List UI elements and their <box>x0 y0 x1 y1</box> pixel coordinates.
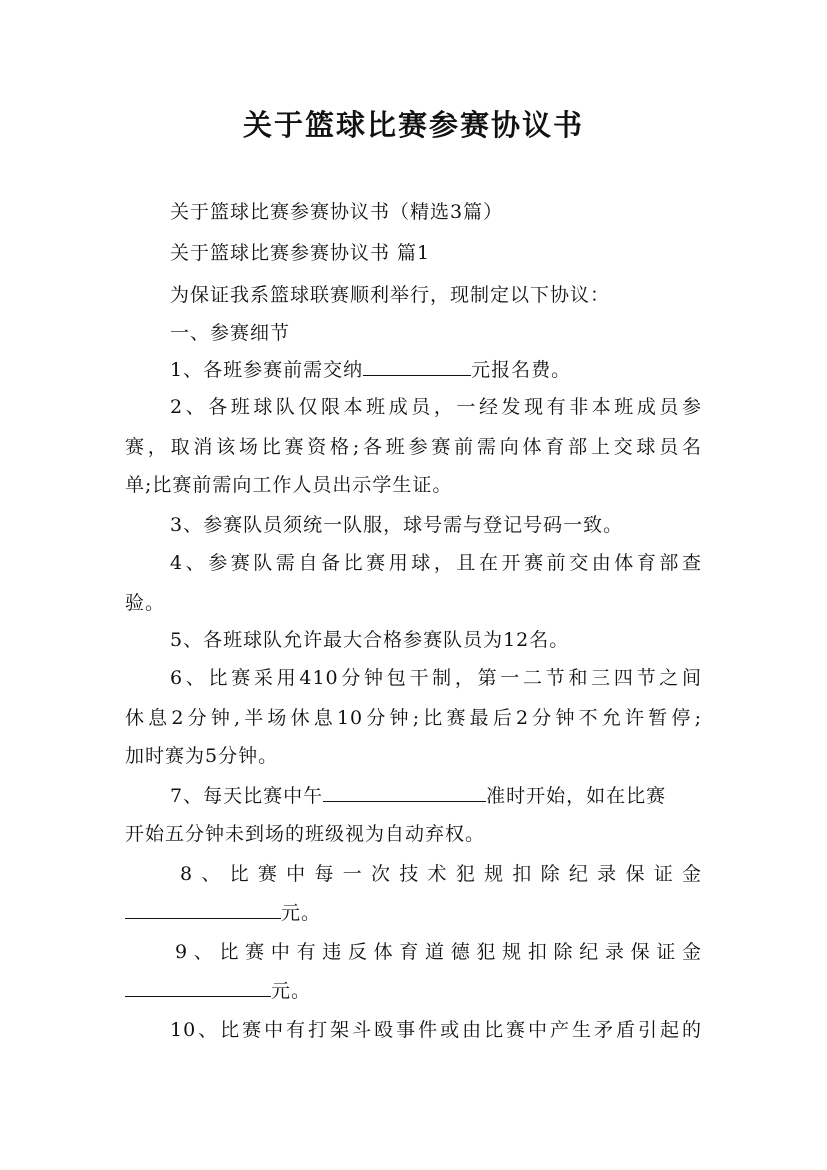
clause-text: 元报名费。 <box>471 359 572 381</box>
paragraph-line: 一、参赛细节 <box>170 322 291 344</box>
clause-text: 元。 <box>271 980 312 1002</box>
paragraph-line: 2、各班球队仅限本班成员，一经发现有非本班成员参 <box>170 396 702 418</box>
paragraph-line: 5、各班球队允许最大合格参赛队员为12名。 <box>170 629 570 651</box>
paragraph-line <box>125 898 321 925</box>
paragraph-line: 10、比赛中有打架斗殴事件或由比赛中产生矛盾引起的 <box>170 1019 702 1041</box>
paragraph-line: 赛，取消该场比赛资格;各班参赛前需向体育部上交球员名 <box>125 436 702 458</box>
paragraph-line: 6、比赛采用410分钟包干制，第一二节和三四节之间 <box>170 667 702 689</box>
paragraph-line: 3、参赛队员须统一队服，球号需与登记号码一致。 <box>170 514 624 536</box>
clause-text: 1、各班参赛前需交纳 <box>170 359 364 381</box>
fill-blank <box>363 357 471 376</box>
paragraph-line: 9、比赛中有违反体育道德犯规扣除纪录保证金 <box>175 941 702 963</box>
fill-blank <box>125 900 281 919</box>
paragraph-line: 为保证我系篮球联赛顺利举行，现制定以下协议： <box>170 284 611 306</box>
section-heading: 关于篮球比赛参赛协议书 篇1 <box>170 242 431 264</box>
paragraph-line: 开始五分钟未到场的班级视为自动弃权。 <box>125 823 486 845</box>
paragraph-line: 休息2分钟,半场休息10分钟;比赛最后2分钟不允许暂停; <box>125 707 702 729</box>
clause-text: 准时开始，如在比赛 <box>486 785 667 807</box>
paragraph-line: 8、比赛中每一次技术犯规扣除纪录保证金 <box>180 863 702 885</box>
paragraph-line: 单;比赛前需向工作人员出示学生证。 <box>125 474 453 496</box>
clause-text: 7、每天比赛中午 <box>170 785 324 807</box>
paragraph-line: 验。 <box>125 592 166 614</box>
paragraph-line <box>125 976 311 1003</box>
clause-text: 元。 <box>281 902 322 924</box>
document-title: 关于篮球比赛参赛协议书 <box>242 108 584 142</box>
paragraph-line <box>170 781 666 808</box>
subtitle-line: 关于篮球比赛参赛协议书（精选3篇） <box>170 201 504 223</box>
paragraph-line <box>170 355 571 382</box>
paragraph-line: 加时赛为5分钟。 <box>125 745 279 767</box>
fill-blank <box>125 978 271 997</box>
fill-blank <box>323 783 486 802</box>
paragraph-line: 4、参赛队需自备比赛用球，且在开赛前交由体育部查 <box>170 552 702 574</box>
